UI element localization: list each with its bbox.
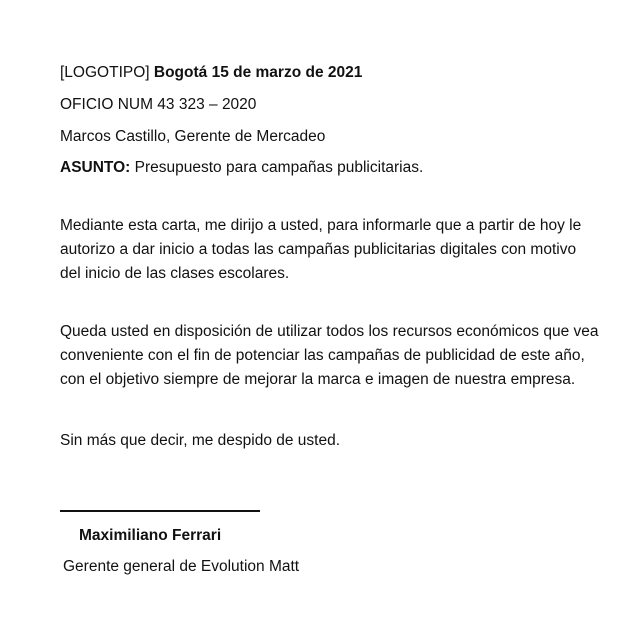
letter-date: Bogotá 15 de marzo de 2021 xyxy=(153,64,363,81)
signatory-title: Gerente general de Evolution Matt xyxy=(63,558,300,575)
body-paragraph-2 xyxy=(60,320,600,392)
subject-text: Presupuesto para campañas publicitarias. xyxy=(134,159,424,176)
subject-line xyxy=(60,158,423,178)
paragraph-line: Queda usted en disposición de utilizar todos los recursos económicos que vea xyxy=(60,323,599,340)
closing-line: Sin más que decir, me despido de usted. xyxy=(60,432,341,449)
signature-line xyxy=(60,510,260,512)
paragraph-line: con el objetivo siempre de mejorar la marca e imagen de nuestra empresa. xyxy=(60,371,576,388)
paragraph-line: Mediante esta carta, me dirijo a usted, para informarle que a partir de hoy le xyxy=(60,217,582,234)
paragraph-line: autorizo a dar inicio a todas las campañas publicitarias digitales con motivo xyxy=(60,241,577,258)
body-paragraph-1 xyxy=(60,214,600,286)
paragraph-line: del inicio de las clases escolares. xyxy=(60,265,290,282)
recipient-line: Marcos Castillo, Gerente de Mercadeo xyxy=(60,128,326,145)
office-number: OFICIO NUM 43 323 – 2020 xyxy=(60,96,257,113)
subject-label: ASUNTO: xyxy=(60,159,131,176)
letter-header-line xyxy=(60,63,362,83)
paragraph-line: conveniente con el fin de potenciar las campañas de publicidad de este año, xyxy=(60,347,585,364)
signatory-name: Maximiliano Ferrari xyxy=(79,527,222,544)
logo-placeholder: [LOGOTIPO] xyxy=(60,64,150,81)
